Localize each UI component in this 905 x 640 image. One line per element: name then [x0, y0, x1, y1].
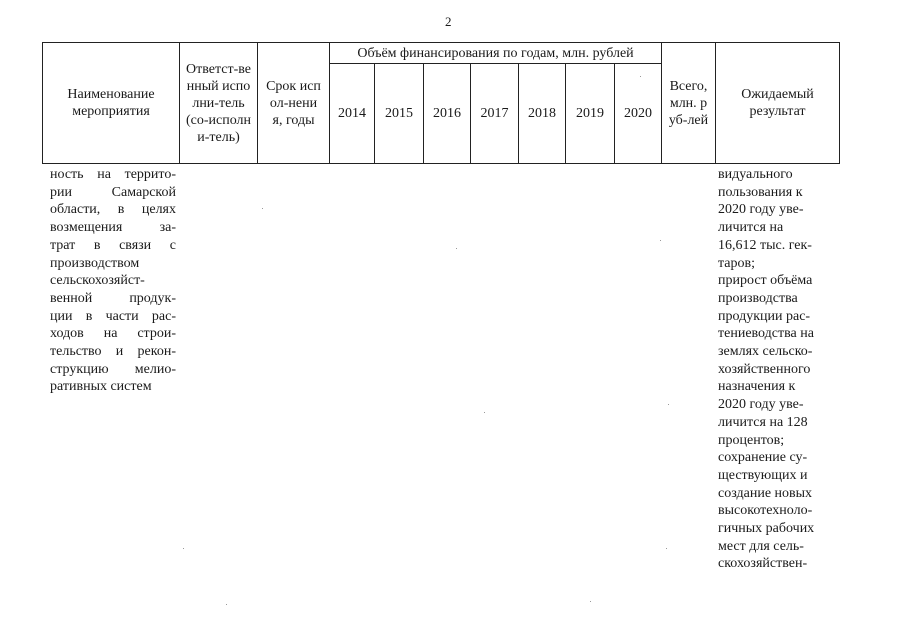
col-header-responsible-text: Ответст-венный исполни-тель (со-исполни-тель) — [185, 61, 252, 145]
text-line: назначения к — [718, 379, 796, 395]
scan-speck — [226, 604, 227, 605]
text-line: хозяйственного — [718, 361, 811, 377]
col-header-funding — [330, 43, 661, 63]
scan-speck — [456, 248, 457, 249]
col-header-result-text: Ожидаемый результат — [741, 87, 814, 119]
col-header-name — [43, 43, 179, 163]
text-line: видуального — [718, 167, 793, 182]
text-line: личится на 128 — [718, 414, 808, 430]
scan-speck — [590, 601, 591, 602]
text-line: процентов; — [718, 432, 785, 448]
text-line: возмещения за- — [50, 220, 176, 236]
page-number: 2 — [445, 14, 452, 29]
text-line: тельство и рекон- — [50, 344, 176, 360]
col-header-year: 2016 — [433, 106, 461, 121]
text-line: гичных рабочих — [718, 521, 815, 537]
col-header-responsible — [180, 43, 257, 163]
text-line: сохранение су- — [718, 450, 808, 466]
scan-speck — [668, 404, 669, 405]
text-line: сельскохозяйст- — [50, 273, 145, 289]
col-header-year: 2017 — [480, 106, 509, 121]
col-header-total-text: Всего, млн. руб-лей — [668, 78, 709, 128]
text-line: землях сельско- — [718, 344, 813, 360]
expected-result-text — [718, 166, 828, 573]
text-line: трат в связи с — [50, 237, 176, 253]
table-header — [42, 42, 840, 164]
text-line: 2020 году уве- — [718, 202, 804, 218]
text-line: прирост объёма — [718, 273, 813, 289]
col-header-year: 2020 — [624, 106, 652, 121]
text-line: производства — [718, 290, 798, 306]
text-line: личится на — [718, 220, 784, 236]
text-line: продукции рас- — [718, 308, 811, 324]
text-line: ции в части рас- — [50, 308, 176, 324]
scan-speck — [640, 76, 641, 77]
col-header-funding-text: Объём финансирования по годам, млн. рублей — [357, 45, 634, 61]
text-line: создание новых — [718, 485, 813, 501]
col-header-year: 2019 — [576, 106, 604, 121]
text-line: 16,612 тыс. гек- — [718, 237, 812, 253]
text-line: мест для сель- — [718, 538, 804, 554]
scan-speck — [484, 412, 485, 413]
text-line: рии Самарской — [50, 184, 176, 200]
scan-speck — [183, 548, 184, 549]
text-line: ность на террито- — [50, 167, 176, 182]
text-line: производством — [50, 255, 140, 271]
text-line: скохозяйствен- — [718, 556, 808, 572]
text-line: таров; — [718, 255, 756, 271]
col-header-term-text: Срок испол-нения, годы — [266, 78, 321, 128]
measure-name-text — [50, 166, 176, 396]
col-header-result — [716, 43, 839, 163]
text-line: ративных систем — [50, 379, 152, 395]
col-header-year: 2018 — [528, 106, 556, 121]
text-line: ходов на строи- — [50, 326, 176, 342]
text-line: ществующих и — [718, 467, 808, 483]
col-header-year: 2014 — [338, 106, 366, 121]
col-header-total — [662, 43, 715, 163]
col-header-year: 2015 — [385, 106, 413, 121]
text-line: струкцию мелио- — [50, 361, 176, 377]
scan-speck — [262, 208, 263, 209]
text-line: 2020 году уве- — [718, 397, 804, 413]
col-header-term — [258, 43, 329, 163]
scan-speck — [666, 548, 667, 549]
col-header-name-text: Наименование мероприятия — [67, 87, 155, 119]
scan-speck — [660, 240, 661, 241]
text-line: области, в целях — [50, 202, 176, 218]
text-line: тениеводства на — [718, 326, 814, 342]
text-line: высокотехноло- — [718, 503, 813, 519]
text-line: венной продук- — [50, 290, 176, 306]
text-line: пользования к — [718, 184, 803, 200]
